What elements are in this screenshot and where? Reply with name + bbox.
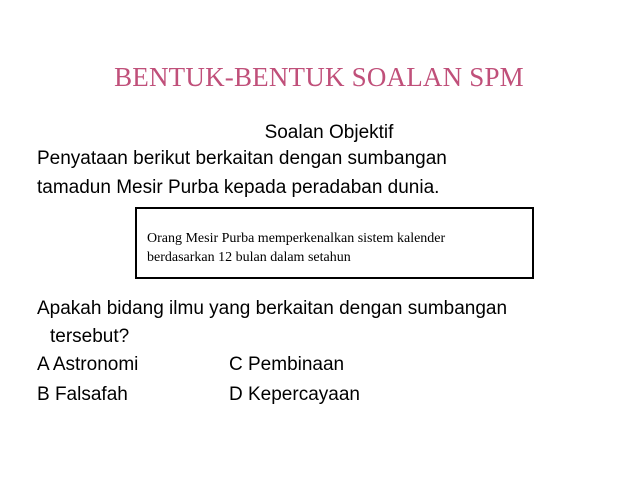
- option-b: B Falsafah: [37, 384, 128, 405]
- slide-title: BENTUK-BENTUK SOALAN SPM: [114, 62, 524, 92]
- section-subtitle: Soalan Objektif: [264, 122, 394, 143]
- option-d: D Kepercayaan: [229, 384, 360, 405]
- statement-box: [135, 207, 534, 279]
- statement-line-2: berdasarkan 12 bulan dalam setahun: [147, 250, 351, 265]
- option-a: A Astronomi: [37, 354, 139, 375]
- question-line-1: Apakah bidang ilmu yang berkaitan dengan sumbangan: [37, 298, 508, 319]
- statement-line-1: Orang Mesir Purba memperkenalkan sistem kalender: [147, 231, 446, 246]
- option-c: C Pembinaan: [229, 354, 345, 375]
- question-line-2: tersebut?: [50, 326, 130, 347]
- question-intro-line-2: tamadun Mesir Purba kepada peradaban dunia.: [37, 177, 440, 198]
- question-intro-line-1: Penyataan berikut berkaitan dengan sumbangan: [37, 148, 447, 169]
